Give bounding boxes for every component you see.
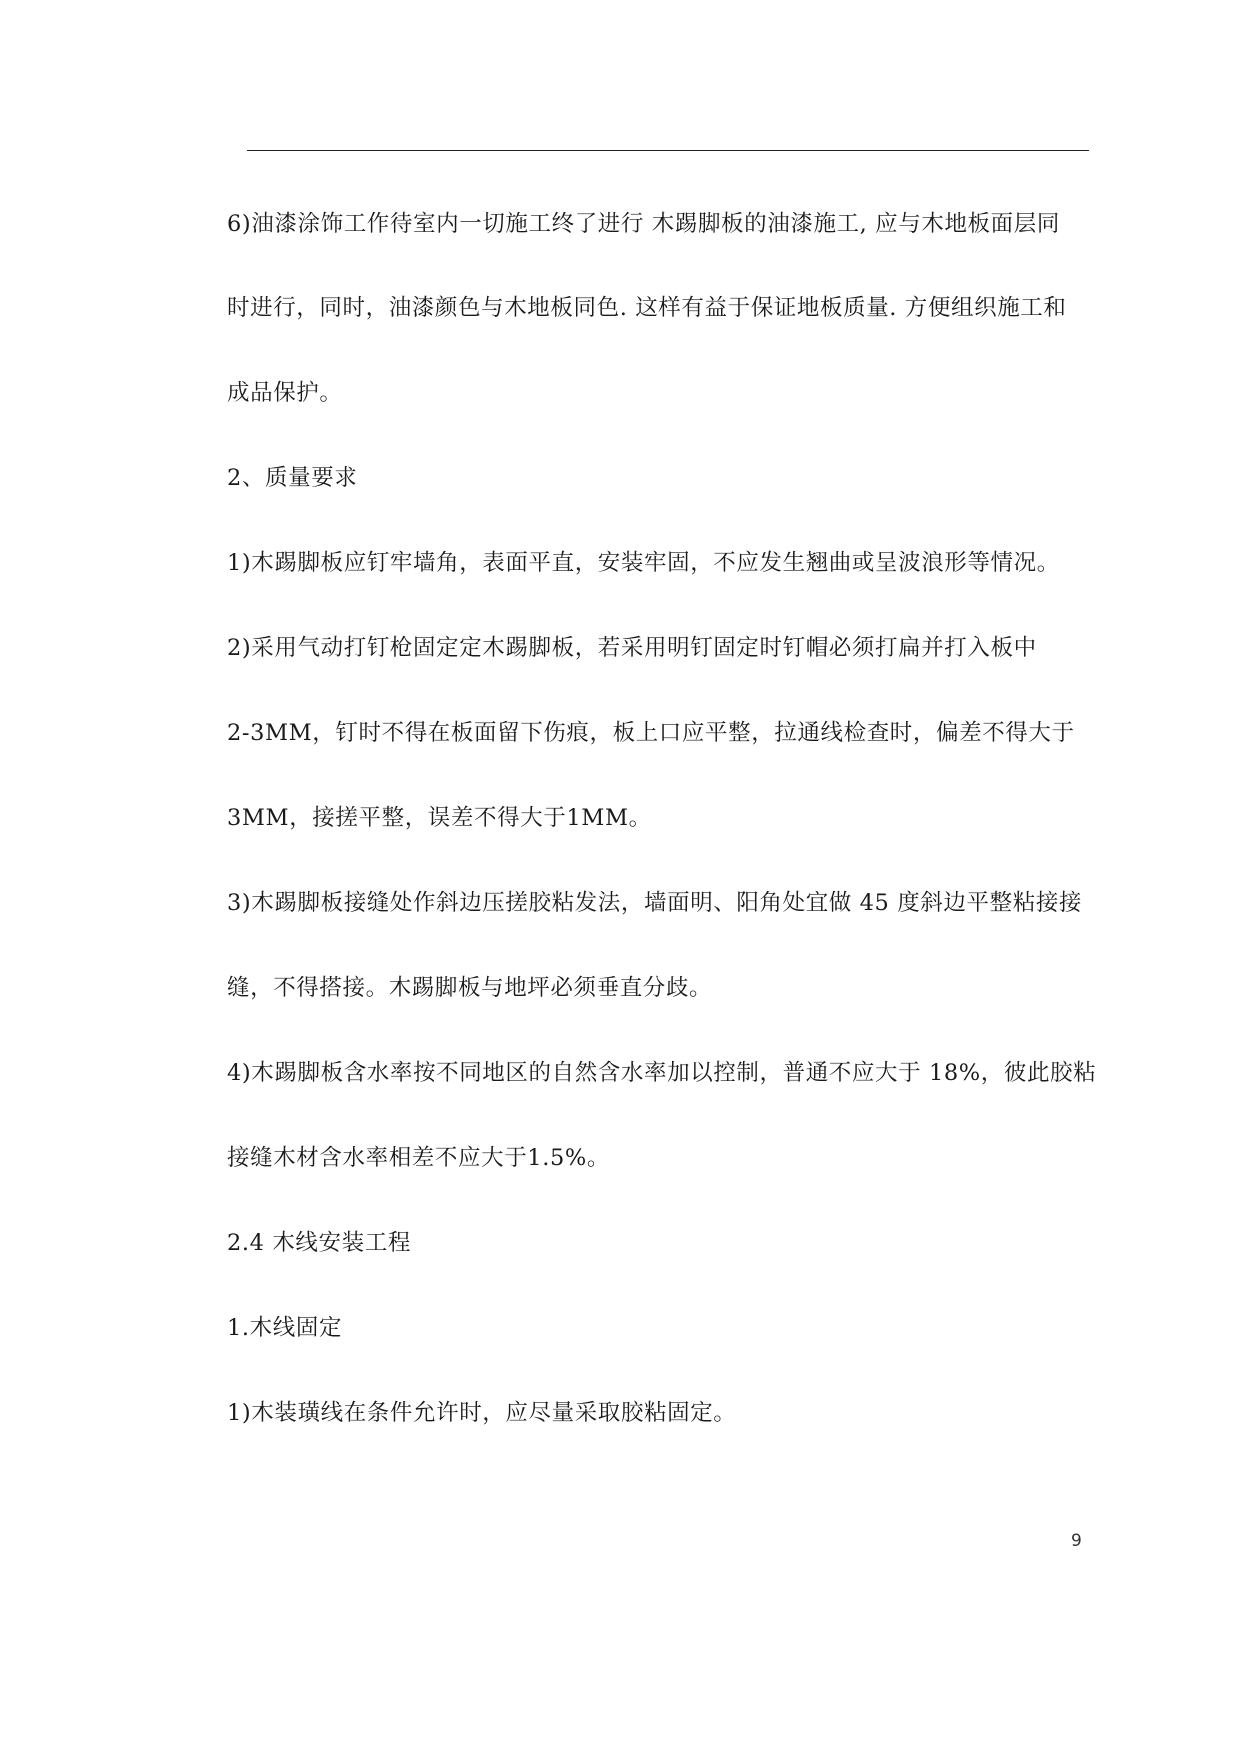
paragraph-line-6: 2)采用气动打钉枪固定定木踢脚板，若采用明钉固定时钉帽必须打扁并打入板中: [227, 635, 1037, 661]
paragraph-line-15: 1)木装璜线在条件允许时，应尽量采取胶粘固定。: [227, 1400, 737, 1426]
paragraph-line-12: 接缝木材含水率相差不应大于1.5%。: [227, 1145, 610, 1171]
paragraph-line-9: 3)木踢脚板接缝处作斜边压搓胶粘发法，墙面明、阳角处宜做 45 度斜边平整粘接接: [227, 890, 1083, 916]
section-heading-wood-trim: 2.4 木线安装工程: [227, 1230, 411, 1256]
header-rule: [247, 150, 1089, 151]
section-heading-quality: 2、质量要求: [227, 465, 358, 491]
subsection-heading-fixing: 1.木线固定: [227, 1315, 343, 1341]
paragraph-line-5: 1)木踢脚板应钉牢墙角，表面平直，安装牢固，不应发生翘曲或呈波浪形等情况。: [227, 550, 1060, 576]
paragraph-line-10: 缝，不得搭接。木踢脚板与地坪必须垂直分歧。: [227, 975, 713, 1001]
paragraph-line-7: 2-3MM，钉时不得在板面留下伤痕，板上口应平整，拉通线检查时，偏差不得大于: [227, 720, 1075, 746]
paragraph-line-11: 4)木踢脚板含水率按不同地区的自然含水率加以控制，普通不应大于 18%，彼此胶粘: [227, 1060, 1097, 1086]
paragraph-line-2: 时进行，同时，油漆颜色与木地板同色. 这样有益于保证地板质量. 方便组织施工和: [227, 295, 1067, 321]
paragraph-line-3: 成品保护。: [227, 380, 343, 406]
page-number: 9: [1071, 1531, 1082, 1551]
paragraph-line-8: 3MM，接搓平整，误差不得大于1MM。: [227, 805, 652, 831]
paragraph-line-1: 6)油漆涂饰工作待室内一切施工终了进行 木踢脚板的油漆施工, 应与木地板面层同: [227, 211, 1060, 237]
